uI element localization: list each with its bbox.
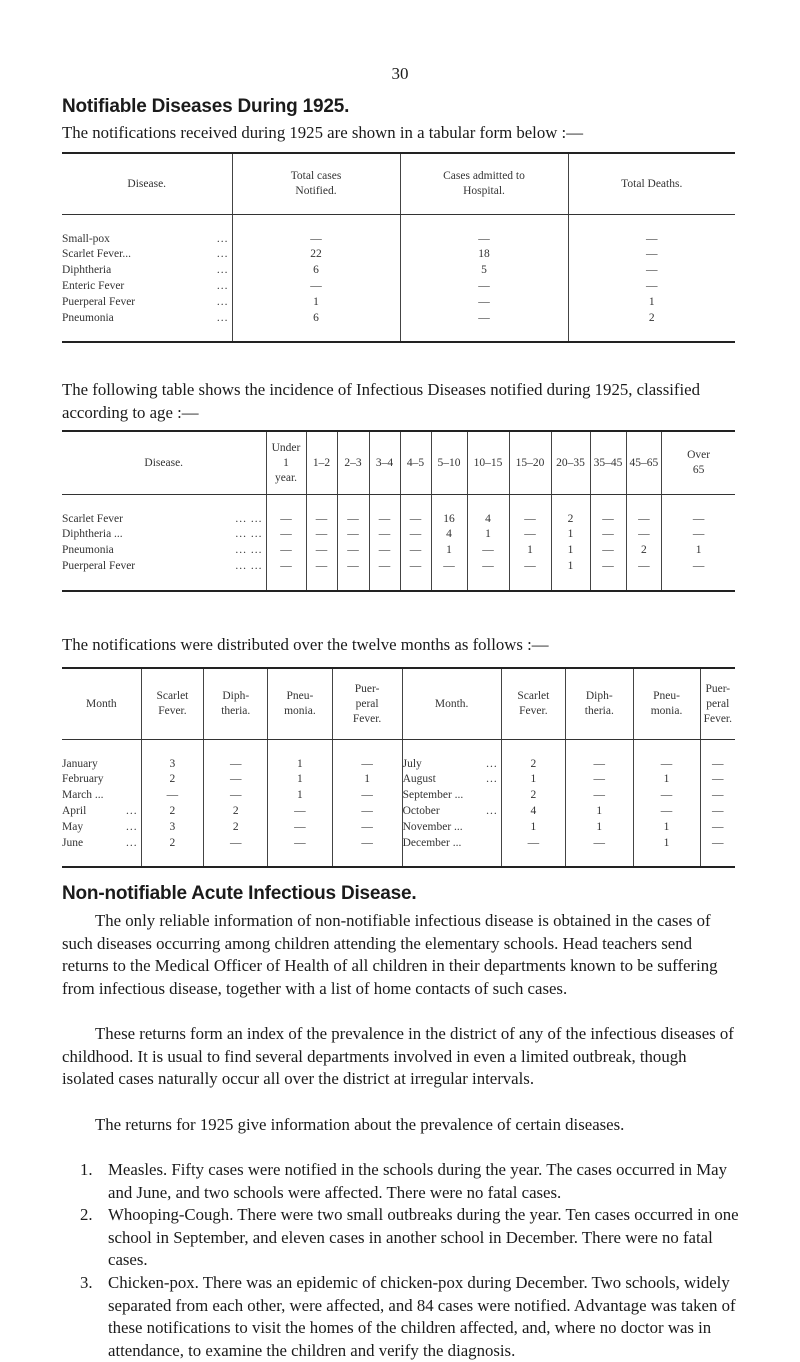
monthly-table-intro: The notifications were distributed over the twelve months as follows :— — [62, 635, 549, 654]
list-item: 3. Chicken-pox. There was an epidemic of chicken-pox during December. Two schools, widely separated from each other, were affected, and 84 cases were notified. Advantage was taken of these notifications to visit the homes of the children affected, and, where no doctor was in attendance, to examine the children and verify the diagnosis. — [80, 1272, 736, 1360]
section-heading-notifiable: Notifiable Diseases During 1925. — [62, 96, 350, 117]
age-table-intro: The following table shows the incidence of Infectious Diseases notified during 1925, classified according to age :— — [62, 380, 700, 422]
list-item: 1. Measles. Fifty cases were notified in the schools during the year. The cases occurred in May and June, and two schools were affected. There were no fatal cases. — [80, 1160, 728, 1202]
table-row: January 3 — 1 — July ... 2 — — — — [62, 757, 724, 770]
list-item: 2. Whooping-Cough. There were two small outbreaks during the year. Ten cases occurred in one school in September, and eleven cases in another school in December. There were no fatal cases. — [80, 1205, 739, 1270]
monthly-notifications-table: Month Scarlet Fever. Diph- theria. Pneu- monia. Puer- peral Fever. Month. Scarlet Fever. Diph- theria. Pneu- monia. Puer- peral Fever. January 3 — 1 — July ... 2 — — — February 2 — 1 1 August ... 1 — 1 — March ... — — 1 — September ... 2 — — — April ... 2 2 — — October ... 4 1 — — May ... 3 2 — — November ... 1 1 1 — June ... 2 — — — December ... — — 1 — — [62, 667, 735, 868]
age-incidence-table: Disease. Under 1 year. 1–2 2–3 3–4 4–5 5–10 10–15 15–20 20–35 35–45 45–65 Over 65 Scarlet Fever ... ... — — — — — 16 4 — 2 — — — Diphtheria ... ... ... — — — — — 4 1 — 1 — — — Pneumonia ... ... — — — — — 1 — 1 1 — 2 1 Puerperal Fever ... ... — — — — — — — — 1 — — — — [62, 430, 735, 592]
table-row: June ... 2 — — — December ... — — 1 — — [62, 836, 724, 849]
page-number: 30 — [391, 64, 409, 83]
intro-paragraph: The notifications received during 1925 are shown in a tabular form below :— — [62, 123, 583, 142]
table-row: Pneumonia ... 6 — 2 — [62, 311, 655, 324]
table-row: Scarlet Fever... ... 22 18 — — [62, 248, 658, 261]
table-row: May ... 3 2 — — November ... 1 1 1 — — [62, 820, 724, 833]
table-row: Diphtheria ... ... ... — — — — — 4 1 — 1 — — — — [62, 528, 705, 541]
table-row: Puerperal Fever ... ... — — — — — — — — 1 — — — — [62, 560, 705, 573]
table-row: Puerperal Fever ... 1 — 1 — [62, 295, 655, 308]
table-row: Pneumonia ... ... — — — — — 1 — 1 1 — 2 1 — [62, 544, 702, 557]
table-row: April ... 2 2 — — October ... 4 1 — — — [62, 805, 724, 818]
table-row: March ... — — 1 — September ... 2 — — — — [62, 789, 724, 802]
table-row: Small-pox ... — — — — [62, 232, 658, 245]
column-header: Cases admitted to Hospital. — [400, 153, 568, 215]
paragraph: The returns for 1925 give information about the prevalence of certain diseases. — [95, 1115, 625, 1134]
section-heading-non-notifiable: Non-notifiable Acute Infectious Disease. — [62, 883, 417, 904]
table-row: Diphtheria ... 6 5 — — [62, 264, 658, 277]
paragraph: The only reliable information of non-notifiable infectious disease is obtained in the cases of such diseases occurring among children attending the elementary schools. Head teachers send returns to the Medical Officer of Health of all children in their departments known to be suffering from infectious disease, together with a list of home contacts of such cases. — [62, 911, 718, 998]
column-header: Total cases Notified. — [232, 153, 400, 215]
table-row: Scarlet Fever ... ... — — — — — 16 4 — 2 — — — — [62, 512, 705, 525]
paragraph: These returns form an index of the prevalence in the district of any of the infectious diseases of childhood. It is usual to find several departments involved in even a limited outbreak, though isolated cases naturally occur all over the district at irregular intervals. — [62, 1024, 734, 1089]
column-header: Total Deaths. — [568, 153, 735, 215]
table-row: Enteric Fever ... — — — — [62, 280, 658, 293]
disease-list — [62, 1159, 742, 1362]
column-header: Disease. — [62, 153, 232, 215]
notified-cases-table — [62, 152, 735, 343]
table-row: February 2 — 1 1 August ... 1 — 1 — — [62, 773, 724, 786]
